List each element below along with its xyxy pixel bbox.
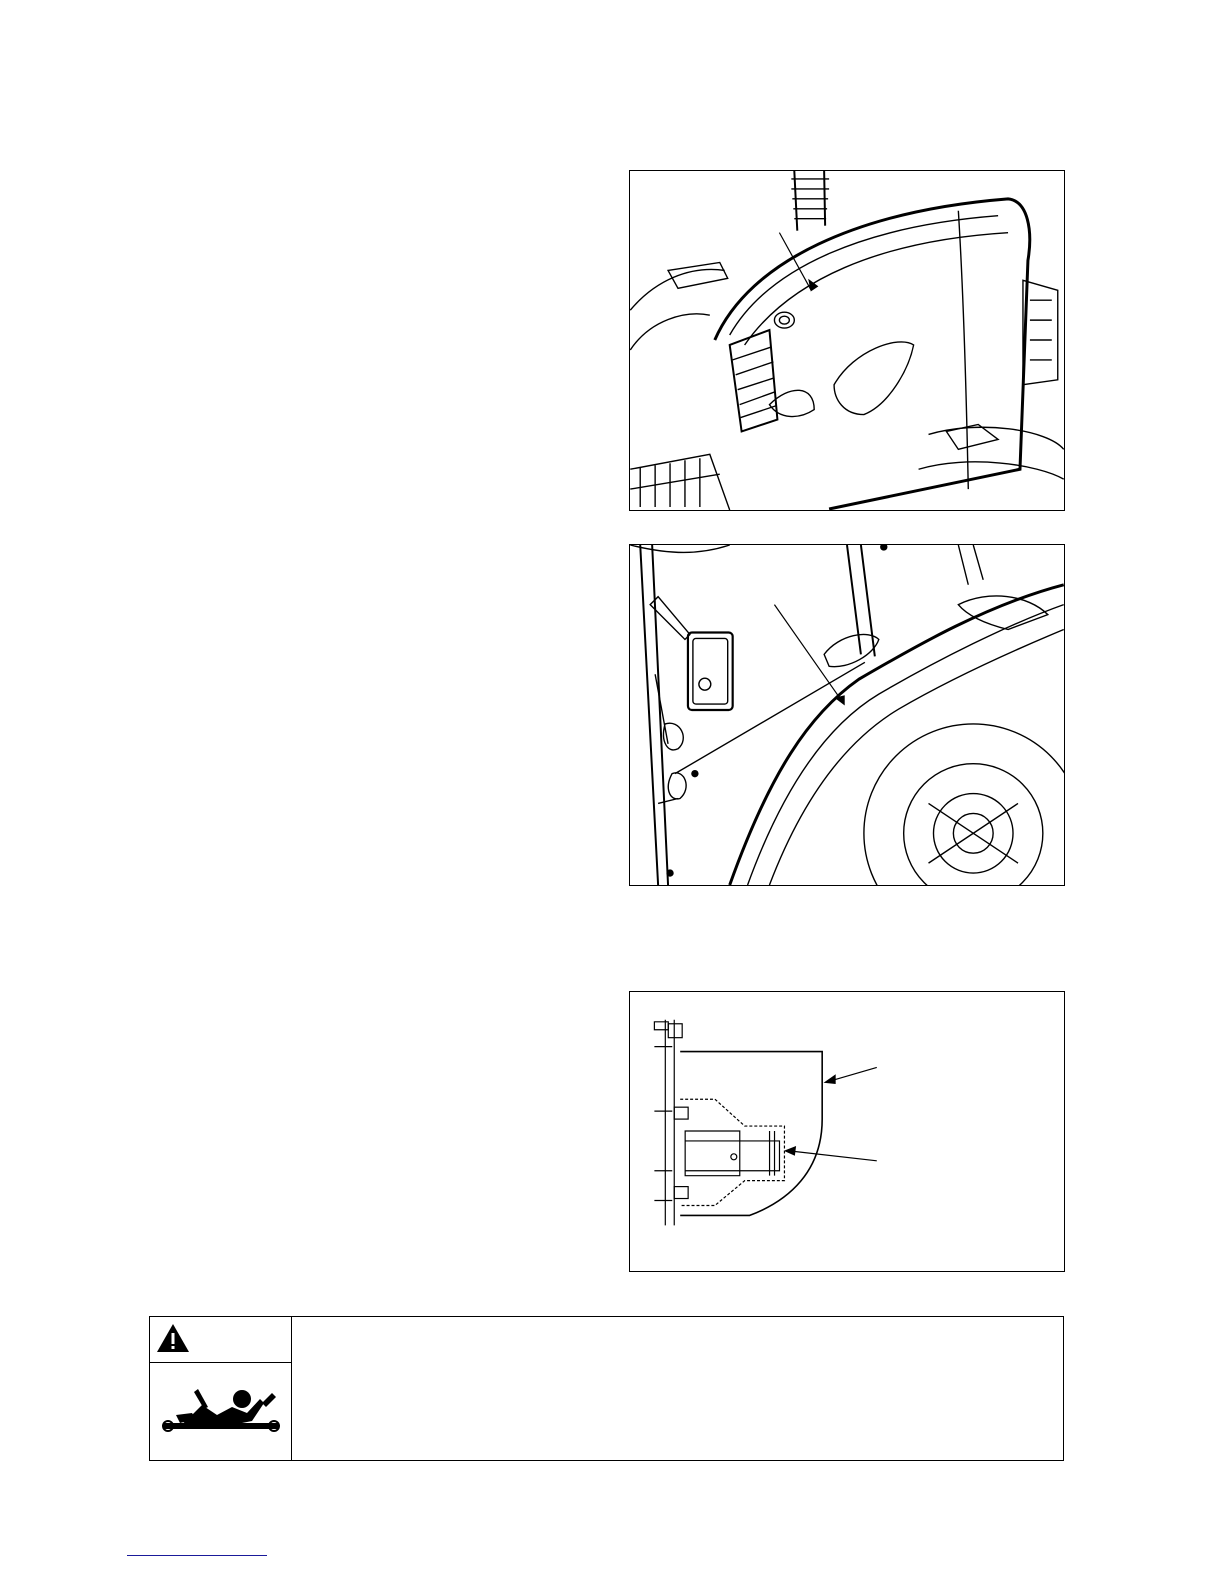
hazard-cell [150, 1363, 291, 1460]
fender-figure [629, 544, 1065, 886]
plate-diagram-figure [629, 991, 1065, 1272]
tractor-hood-illustration [630, 171, 1064, 510]
warning-icon-column [150, 1317, 292, 1460]
hood-figure [629, 170, 1065, 511]
footer-rule [127, 1555, 267, 1556]
mounting-plate-diagram [630, 992, 1064, 1271]
warning-triangle-icon [156, 1323, 190, 1353]
warning-box [149, 1316, 1064, 1461]
alert-cell [150, 1317, 291, 1363]
tractor-fender-illustration [630, 545, 1064, 885]
entanglement-hazard-icon [162, 1385, 280, 1441]
